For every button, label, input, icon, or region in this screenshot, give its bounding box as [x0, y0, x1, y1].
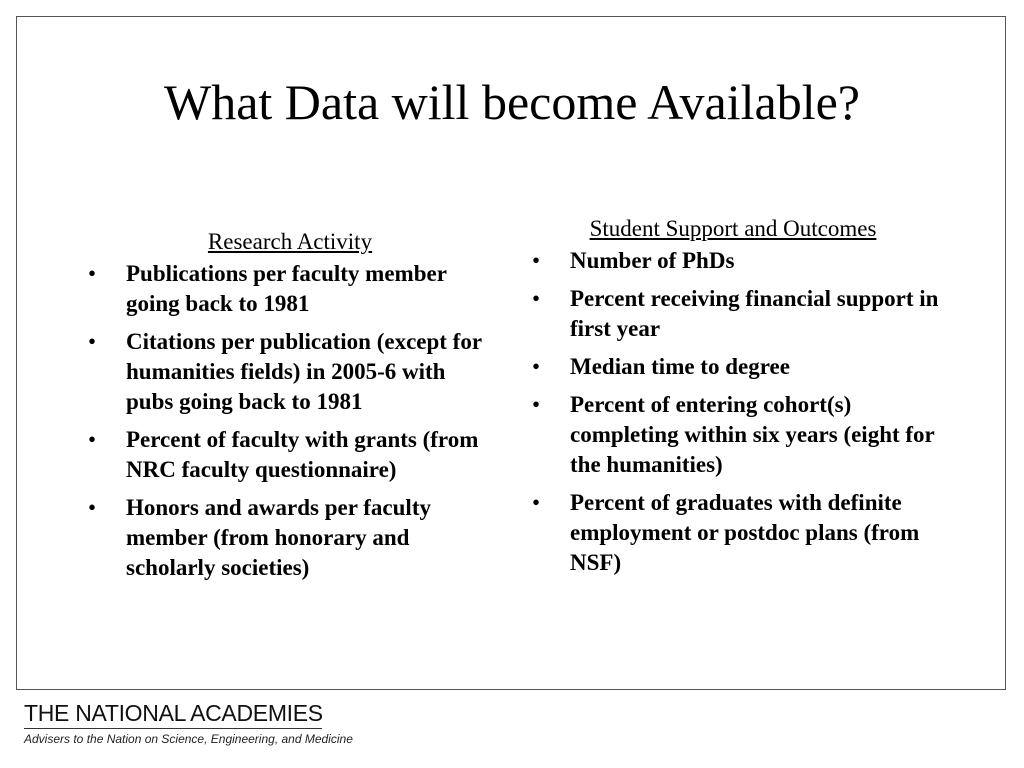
- list-item: [84, 259, 496, 319]
- list-item-text: Number of PhDs: [570, 248, 735, 273]
- list-item-text: Percent of entering cohort(s) completing within six years (eight for the humanities): [570, 392, 935, 477]
- bullet-icon: •: [532, 490, 541, 515]
- slide-title: What Data will become Available?: [164, 74, 860, 130]
- logo-org-name: THE NATIONAL ACADEMIES: [24, 700, 322, 729]
- research-activity-heading: Research Activity: [207, 229, 373, 254]
- list-item-text: Publications per faculty member going back to 1981: [126, 261, 447, 316]
- list-item-text: Percent receiving financial support in first year: [570, 286, 939, 341]
- research-activity-column: [84, 227, 496, 591]
- list-item: [84, 425, 496, 485]
- bullet-icon: •: [88, 495, 97, 520]
- list-item: [528, 284, 948, 344]
- list-item-text: Percent of faculty with grants (from NRC faculty questionnaire): [126, 427, 479, 482]
- logo-tagline: Advisers to the Nation on Science, Engineering, and Medicine: [24, 732, 353, 746]
- bullet-icon: •: [532, 286, 541, 311]
- bullet-icon: •: [88, 427, 97, 452]
- student-support-heading: Student Support and Outcomes: [589, 216, 877, 241]
- student-support-column: [528, 214, 948, 586]
- bullet-icon: •: [88, 261, 97, 286]
- list-item-text: Citations per publication (except for humanities fields) in 2005-6 with pubs going back to 1981: [126, 329, 482, 414]
- list-item: [528, 390, 948, 480]
- bullet-icon: •: [532, 354, 541, 379]
- bullet-icon: •: [532, 248, 541, 273]
- list-item: [528, 246, 948, 276]
- list-item: [84, 493, 496, 583]
- list-item-text: Percent of graduates with definite employment or postdoc plans (from NSF): [570, 490, 920, 575]
- list-item: [84, 327, 496, 417]
- list-item-text: Median time to degree: [570, 354, 790, 379]
- research-activity-list: [84, 259, 496, 583]
- national-academies-logo: [24, 700, 353, 747]
- bullet-icon: •: [532, 392, 541, 417]
- bullet-icon: •: [88, 329, 97, 354]
- list-item: [528, 488, 948, 578]
- list-item: [528, 352, 948, 382]
- student-support-list: [528, 246, 948, 578]
- list-item-text: Honors and awards per faculty member (from honorary and scholarly societies): [126, 495, 431, 580]
